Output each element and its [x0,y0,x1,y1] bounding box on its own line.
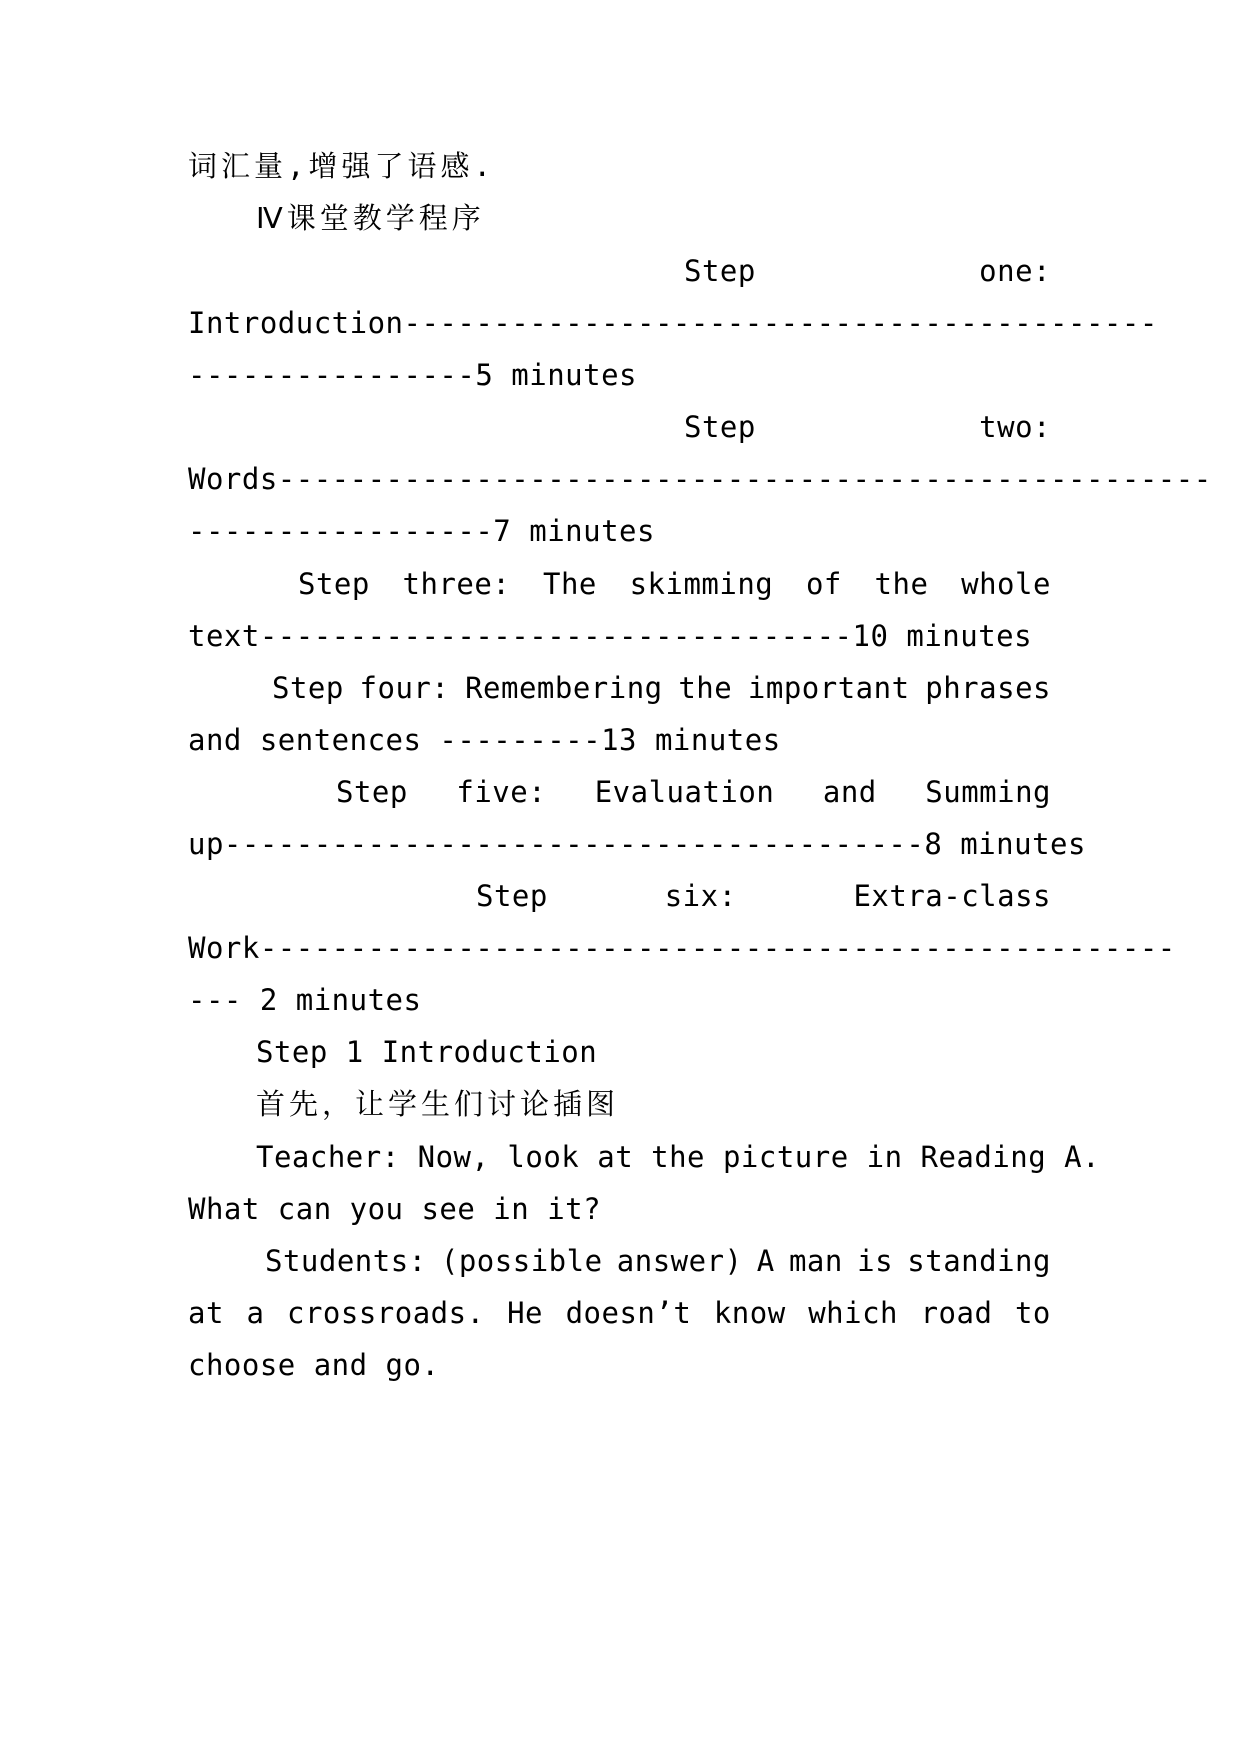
word: five: [456,775,547,809]
word: (possible [440,1244,603,1278]
word: Evaluation [594,775,775,809]
step-four-heading [272,668,1051,708]
word: phrases [925,671,1051,705]
word: at [188,1296,224,1330]
text-line: 词汇量,增强了语感. [188,149,495,183]
word: of [805,567,842,601]
word: answer) [616,1244,743,1278]
word: know [713,1296,786,1330]
word: Step [684,254,756,288]
word: the [874,567,929,601]
word: important [747,671,910,705]
text-line: choose and go. [188,1348,440,1382]
word: Remembering [465,671,663,705]
word: Step [684,410,756,444]
word: road [920,1296,993,1330]
word: crossroads. [286,1296,485,1330]
word: Students: [265,1244,427,1278]
step-five-heading [336,772,1051,812]
step-one-heading [684,251,1051,291]
step-six-heading [476,876,1051,916]
word: Step [272,671,344,705]
word: four: [359,671,450,705]
word: skimming [629,567,774,601]
word: to [1014,1296,1051,1330]
text-line: ----------------5 minutes [188,358,637,392]
word: Step [476,879,548,913]
word: which [808,1296,899,1330]
word: The [542,567,597,601]
section-heading: Ⅳ课堂教学程序 [256,201,485,235]
word: is [857,1244,894,1278]
word: Step [298,567,370,601]
word: He [507,1296,544,1330]
text-line: -----------------7 minutes [188,514,655,548]
word: doesn’t [565,1296,692,1330]
word: two: [979,410,1051,444]
word: Step [336,775,408,809]
step-three-heading [298,564,1051,604]
step-1-heading: Step 1 Introduction [256,1035,598,1069]
text-line: Work--------------------------------------------------- [188,931,1176,965]
text-line: text---------------------------------10 minutes [188,619,1033,653]
text-line: up---------------------------------------8 minutes [188,827,1086,861]
word: A [756,1244,775,1278]
text-line: 首先，让学生们讨论插图 [256,1087,620,1121]
word: Extra-class [853,879,1051,913]
text-line: and sentences ---------13 minutes [188,723,781,757]
word: a [246,1296,265,1330]
text-line: What can you see in it? [188,1192,602,1226]
word: Summing [925,775,1051,809]
word: man [788,1244,843,1278]
word: six: [664,879,737,913]
students-line [265,1241,1051,1281]
text-line: Words---------------------------------------------------- [188,462,1212,496]
text-line: Teacher: Now, look at the picture in Reading A. [256,1140,1101,1174]
word: one: [979,254,1051,288]
word: three: [402,567,511,601]
word: whole [961,567,1051,601]
word: the [678,671,733,705]
word: standing [907,1244,1051,1278]
text-line: Introduction------------------------------------------ [188,306,1158,340]
text-line: --- 2 minutes [188,983,422,1017]
crossroads-line [188,1293,1051,1333]
word: and [822,775,877,809]
step-two-heading [684,407,1051,447]
